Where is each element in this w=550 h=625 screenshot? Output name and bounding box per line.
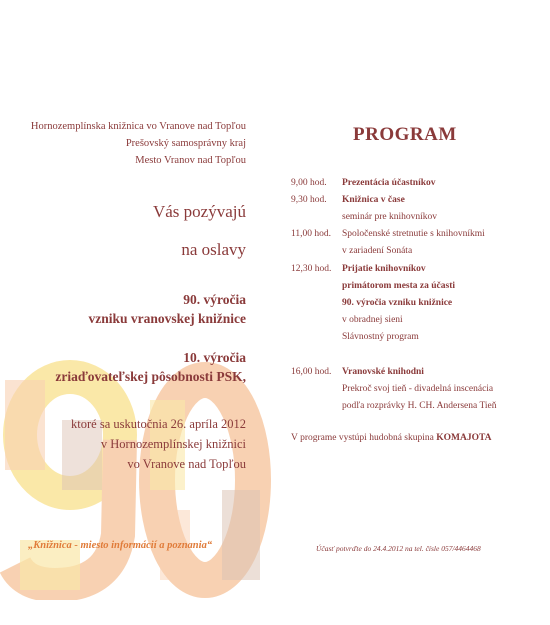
occasion-90-subtitle: vzniku vranovskej knižnice (88, 311, 246, 326)
program-time: 11,00 hod. (291, 229, 332, 239)
program-title-item: Knižnica v čase (342, 195, 405, 205)
program-title-item: Spoločenské stretnutie s knihovníkmi (342, 229, 485, 239)
program-detail-line: v obradnej sieni (342, 315, 403, 325)
invite-line-1: Vás pozývajú (152, 202, 246, 221)
program-title-item: Vranovské knihodni (342, 367, 424, 377)
invite-line-2: na oslavy (181, 240, 246, 259)
event-date: ktoré sa uskutočnia 26. apríla 2012 (71, 417, 246, 431)
event-place: v Hornozemplínskej knižnici (100, 437, 246, 451)
decorative-90-graphic (0, 360, 275, 600)
program-detail-line (342, 296, 452, 310)
program-detail-line: primátorom mesta za účasti (342, 281, 456, 291)
program-detail-line-bold: 90. výročia vzniku knižnice (342, 298, 453, 308)
program-detail-line: podľa rozprávky H. CH. Andersena Tieň (342, 401, 497, 411)
organizers (31, 118, 246, 169)
occasion-10-years (55, 348, 246, 386)
occasion-10-subtitle: zriaďovateľskej pôsobnosti PSK, (55, 369, 246, 384)
occasion-10-title: 10. výročia (183, 350, 246, 365)
occasion-90-title: 90. výročia (183, 292, 246, 307)
rsvp-note: Účasť potvrďte do 24.4.2012 na tel. čísle 057/4464468 (316, 544, 481, 553)
program-time: 9,30 hod. (291, 195, 327, 205)
program-title-item: Prijatie knihovníkov (342, 264, 426, 274)
program-detail-line: v zariadení Sonáta (342, 246, 413, 256)
band-text: V programe vystúpi hudobná skupina (291, 433, 434, 443)
program-time: 9,00 hod. (291, 178, 327, 188)
program-time: 16,00 hod. (291, 367, 332, 377)
event-details (71, 414, 246, 474)
occasion-90-years (88, 290, 246, 328)
program-detail-line: Slávnostný program (342, 332, 419, 342)
program-title-item: Prezentácia účastníkov (342, 178, 436, 188)
organizer-town: Mesto Vranov nad Topľou (135, 155, 246, 166)
organizer-library: Hornozemplínska knižnica vo Vranove nad Topľou (30, 121, 246, 132)
event-town: vo Vranove nad Topľou (127, 457, 246, 471)
organizer-region: Prešovský samosprávny kraj (125, 138, 246, 149)
band-name: KOMAJOTA (436, 433, 492, 443)
library-motto: „Knižnica - miesto informácií a poznania“ (28, 540, 213, 551)
program-title: PROGRAM (353, 124, 457, 145)
program-time: 12,30 hod. (291, 264, 332, 274)
band-announcement (291, 433, 491, 443)
program-detail-line: seminár pre knihovníkov (342, 212, 437, 222)
program-detail-line: Prekroč svoj tieň - divadelná inscenácia (342, 384, 494, 394)
